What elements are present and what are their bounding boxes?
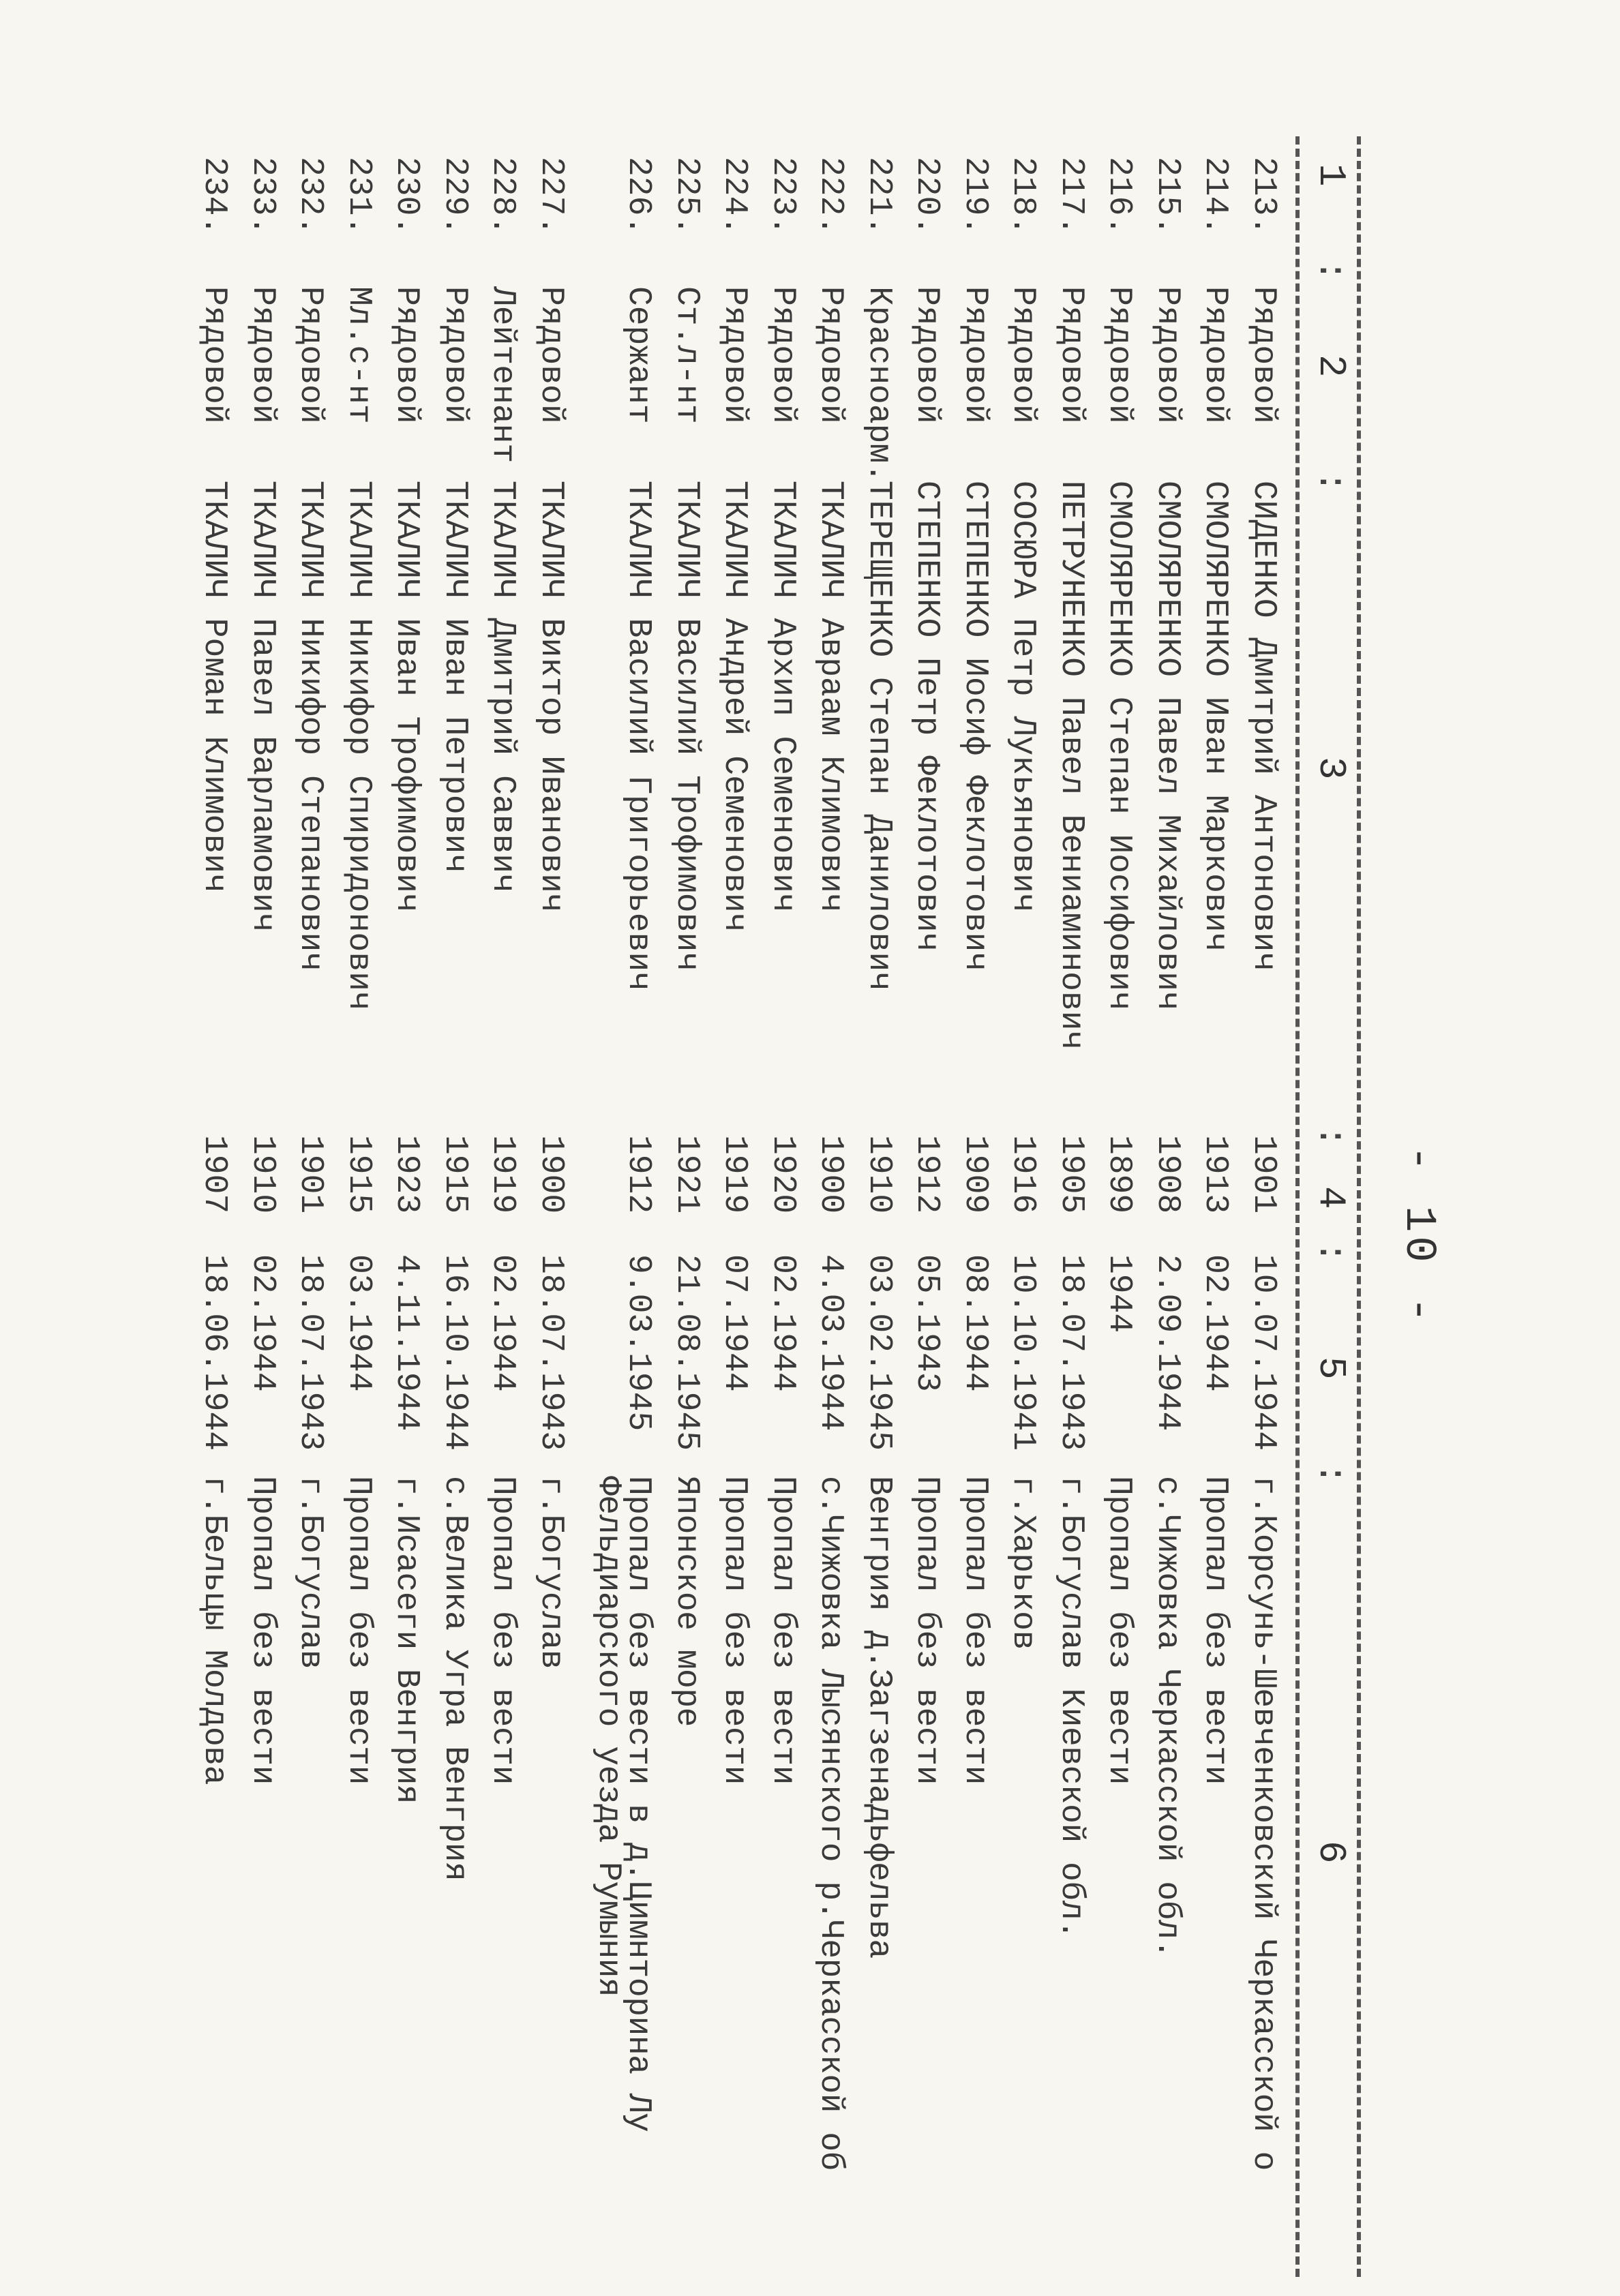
record-birth-year: 1909 bbox=[957, 1135, 993, 1214]
record-name: СТЕПЕНКО Петр Феклотович bbox=[908, 481, 946, 952]
record-birth-year: 1916 bbox=[1004, 1135, 1042, 1214]
record-number: 231. bbox=[340, 157, 377, 236]
record-number: 225. bbox=[668, 157, 705, 236]
record-death-date: 21.08.1945 bbox=[668, 1254, 705, 1451]
record-fate: с.Чижовка Черкасской обл. bbox=[1149, 1476, 1186, 1959]
record-death-date: 18.06.1944 bbox=[196, 1254, 233, 1451]
record-death-date: 18.07.1943 bbox=[1053, 1254, 1090, 1451]
column-heading-6: 6 bbox=[1309, 1841, 1353, 1864]
record-rank: Рядовой bbox=[1100, 286, 1138, 424]
record-name: ТКАЛИЧ Никифор Спиридонович bbox=[340, 481, 377, 1011]
record-name: СТЕПЕНКО Иосиф Феклотович bbox=[957, 481, 993, 972]
record-death-date: 10.07.1944 bbox=[1245, 1254, 1282, 1451]
record-birth-year: 1912 bbox=[908, 1135, 946, 1214]
record-number: 222. bbox=[812, 157, 850, 236]
list-item bbox=[665, 0, 708, 2296]
record-death-date: 18.07.1943 bbox=[292, 1254, 329, 1451]
record-fate: г.Корсунь-Шевченковский Черкасской о bbox=[1245, 1476, 1282, 2171]
record-birth-year: 1910 bbox=[860, 1135, 897, 1214]
record-number: 219. bbox=[957, 157, 993, 236]
record-number: 227. bbox=[532, 157, 569, 236]
record-number: 221. bbox=[860, 157, 897, 236]
record-fate: Пропал без вести bbox=[908, 1476, 946, 1785]
record-name: ТКАЛИЧ Роман Климович bbox=[196, 481, 233, 893]
record-number: 224. bbox=[716, 157, 753, 236]
record-birth-year: 1915 bbox=[436, 1135, 473, 1214]
record-rank: Рядовой bbox=[908, 286, 946, 424]
list-item bbox=[906, 0, 948, 2296]
record-death-date: 18.07.1943 bbox=[532, 1254, 569, 1451]
record-rank: Рядовой bbox=[436, 286, 473, 424]
column-heading-5: 5 bbox=[1309, 1357, 1353, 1380]
record-fate: г.Бельцы Молдова bbox=[196, 1476, 233, 1785]
record-death-date: 08.1944 bbox=[957, 1254, 993, 1392]
record-number: 217. bbox=[1053, 157, 1090, 236]
record-rank: Рядовой bbox=[1004, 286, 1042, 424]
record-rank: Рядовой bbox=[1149, 286, 1186, 424]
record-rank: Сержант bbox=[620, 286, 657, 424]
list-item bbox=[858, 0, 900, 2296]
record-birth-year: 1919 bbox=[716, 1135, 753, 1214]
record-fate-continuation: Фельдиарского уезда Румыния bbox=[590, 1476, 627, 1997]
record-name: СОСЮРА Петр Лукьянович bbox=[1004, 481, 1042, 913]
list-item bbox=[290, 0, 332, 2296]
record-name: СМОЛЯРЕНКО Павел Михайлович bbox=[1149, 481, 1186, 1011]
list-item bbox=[810, 0, 852, 2296]
record-name: ТКАЛИЧ Архип Семенович bbox=[764, 481, 801, 913]
record-number: 216. bbox=[1100, 157, 1138, 236]
record-death-date: 2.09.1944 bbox=[1149, 1254, 1186, 1432]
record-name: ТЕРЕЩЕНКО Степан Данилович bbox=[860, 481, 897, 991]
record-birth-year: 1907 bbox=[196, 1135, 233, 1214]
record-death-date: 4.11.1944 bbox=[388, 1254, 425, 1432]
record-fate: Пропал без вести bbox=[957, 1476, 993, 1785]
record-birth-year: 1900 bbox=[532, 1135, 569, 1214]
column-separator: : bbox=[1309, 259, 1353, 282]
list-item-continuation bbox=[588, 0, 630, 2296]
record-fate: г.Богуслав bbox=[532, 1476, 569, 1670]
record-birth-year: 1905 bbox=[1053, 1135, 1090, 1214]
record-death-date: 9.03.1945 bbox=[620, 1254, 657, 1432]
record-birth-year: 1915 bbox=[340, 1135, 377, 1214]
record-birth-year: 1920 bbox=[764, 1135, 801, 1214]
column-separator: : bbox=[1309, 1241, 1353, 1264]
record-birth-year: 1923 bbox=[388, 1135, 425, 1214]
record-fate: г.Богуслав Киевской обл. bbox=[1053, 1476, 1090, 1939]
record-rank: Рядовой bbox=[196, 286, 233, 424]
record-fate: Пропал без вести bbox=[1197, 1476, 1234, 1785]
record-death-date: 4.03.1944 bbox=[812, 1254, 850, 1432]
record-birth-year: 1901 bbox=[292, 1135, 329, 1214]
record-fate: с.Чижовка Лысянского р.Черкасской об bbox=[812, 1476, 850, 2171]
list-item bbox=[1242, 0, 1285, 2296]
record-rank: Рядовой bbox=[1245, 286, 1282, 424]
record-death-date: 10.10.1941 bbox=[1004, 1254, 1042, 1451]
record-number: 223. bbox=[764, 157, 801, 236]
list-item bbox=[1098, 0, 1141, 2296]
record-name: СМОЛЯРЕНКО Иван Маркович bbox=[1197, 481, 1234, 952]
record-number: 220. bbox=[908, 157, 946, 236]
record-death-date: 02.1944 bbox=[1197, 1254, 1234, 1392]
record-rank: Красноарм. bbox=[860, 286, 897, 483]
record-rank: Рядовой bbox=[388, 286, 425, 424]
record-name: ТКАЛИЧ Павел Варламович bbox=[244, 481, 281, 933]
list-item bbox=[1002, 0, 1045, 2296]
record-fate: Пропал без вести bbox=[244, 1476, 281, 1785]
list-item bbox=[1050, 0, 1092, 2296]
record-name: ТКАЛИЧ Никифор Степанович bbox=[292, 481, 329, 972]
record-birth-year: 1919 bbox=[484, 1135, 522, 1214]
record-number: 226. bbox=[620, 157, 657, 236]
record-fate: г.Исасеги Венгрия bbox=[388, 1476, 425, 1804]
record-name: ТКАЛИЧ Дмитрий Саввич bbox=[484, 481, 522, 893]
header-rule-bottom bbox=[1295, 136, 1300, 2277]
record-number: 230. bbox=[388, 157, 425, 236]
record-fate: Пропал без вести bbox=[1100, 1476, 1138, 1785]
page-number: - 10 - bbox=[1394, 1145, 1443, 1327]
record-birth-year: 1910 bbox=[244, 1135, 281, 1214]
record-number: 228. bbox=[484, 157, 522, 236]
record-fate: Пропал без вести в д.Цимнторина Лу bbox=[620, 1476, 657, 2132]
record-number: 214. bbox=[1197, 157, 1234, 236]
record-death-date: 03.1944 bbox=[340, 1254, 377, 1392]
record-fate: Пропал без вести bbox=[484, 1476, 522, 1785]
list-item bbox=[954, 0, 996, 2296]
record-birth-year: 1921 bbox=[668, 1135, 705, 1214]
list-item bbox=[1146, 0, 1188, 2296]
list-item bbox=[338, 0, 380, 2296]
record-rank: Рядовой bbox=[532, 286, 569, 424]
header-rule-top bbox=[1357, 136, 1361, 2277]
record-rank: Рядовой bbox=[292, 286, 329, 424]
record-death-date: 16.10.1944 bbox=[436, 1254, 473, 1451]
record-number: 213. bbox=[1245, 157, 1282, 236]
list-item bbox=[714, 0, 756, 2296]
record-death-date: 1944 bbox=[1100, 1254, 1138, 1333]
record-rank: Рядовой bbox=[244, 286, 281, 424]
list-item bbox=[194, 0, 236, 2296]
column-heading-4: 4 bbox=[1309, 1186, 1353, 1209]
record-name: ТКАЛИЧ Василий Трофимович bbox=[668, 481, 705, 972]
record-birth-year: 1908 bbox=[1149, 1135, 1186, 1214]
record-fate: Венгрия д.Загзенадьфельва bbox=[860, 1476, 897, 1959]
record-name: СМОЛЯРЕНКО Степан Иосифович bbox=[1100, 481, 1138, 1011]
column-separator: : bbox=[1309, 1125, 1353, 1148]
record-rank: Рядовой bbox=[1197, 286, 1234, 424]
record-birth-year: 1912 bbox=[620, 1135, 657, 1214]
record-number: 218. bbox=[1004, 157, 1042, 236]
column-heading-3: 3 bbox=[1309, 757, 1353, 780]
record-name: ПЕТРУНЕНКО Павел Вениаминович bbox=[1053, 481, 1090, 1051]
list-item bbox=[762, 0, 804, 2296]
record-rank: Рядовой bbox=[716, 286, 753, 424]
record-rank: Рядовой bbox=[812, 286, 850, 424]
column-separator: : bbox=[1309, 1462, 1353, 1485]
record-name: ТКАЛИЧ Иван Петрович bbox=[436, 481, 473, 874]
list-item bbox=[1195, 0, 1237, 2296]
record-fate: Пропал без вести bbox=[716, 1476, 753, 1785]
record-fate: Японское море bbox=[668, 1476, 705, 1727]
record-fate: Пропал без вести bbox=[764, 1476, 801, 1785]
list-item bbox=[241, 0, 284, 2296]
record-name: СИДЕНКО Дмитрий Антонович bbox=[1245, 481, 1282, 972]
list-item bbox=[530, 0, 572, 2296]
record-death-date: 03.02.1945 bbox=[860, 1254, 897, 1451]
record-death-date: 02.1944 bbox=[764, 1254, 801, 1392]
record-death-date: 07.1944 bbox=[716, 1254, 753, 1392]
record-name: ТКАЛИЧ Виктор Иванович bbox=[532, 481, 569, 913]
record-fate: с.Велика Угра Венгрия bbox=[436, 1476, 473, 1882]
record-birth-year: 1899 bbox=[1100, 1135, 1138, 1214]
column-separator: : bbox=[1309, 470, 1353, 494]
record-name: ТКАЛИЧ Иван Трофимович bbox=[388, 481, 425, 913]
record-fate: г.Харьков bbox=[1004, 1476, 1042, 1650]
record-fate: Пропал без вести bbox=[340, 1476, 377, 1785]
record-rank: Рядовой bbox=[957, 286, 993, 424]
column-heading-1: 1 bbox=[1309, 164, 1353, 187]
record-birth-year: 1901 bbox=[1245, 1135, 1282, 1214]
record-number: 233. bbox=[244, 157, 281, 236]
list-item bbox=[386, 0, 428, 2296]
record-name: ТКАЛИЧ Андрей Семенович bbox=[716, 481, 753, 933]
record-number: 232. bbox=[292, 157, 329, 236]
record-birth-year: 1913 bbox=[1197, 1135, 1234, 1214]
record-rank: Лейтенант bbox=[484, 286, 522, 464]
record-fate: г.Богуслав bbox=[292, 1476, 329, 1670]
record-rank: Рядовой bbox=[1053, 286, 1090, 424]
record-number: 234. bbox=[196, 157, 233, 236]
record-number: 229. bbox=[436, 157, 473, 236]
list-item bbox=[482, 0, 524, 2296]
record-name: ТКАЛИЧ Василий Григорьевич bbox=[620, 481, 657, 991]
column-heading-2: 2 bbox=[1309, 354, 1353, 378]
record-name: ТКАЛИЧ Авраам Климович bbox=[812, 481, 850, 913]
record-rank: Рядовой bbox=[764, 286, 801, 424]
record-death-date: 02.1944 bbox=[484, 1254, 522, 1392]
record-rank: Ст.л-нт bbox=[668, 286, 705, 424]
record-number: 215. bbox=[1149, 157, 1186, 236]
record-rank: Мл.с-нт bbox=[340, 286, 377, 424]
list-item bbox=[434, 0, 476, 2296]
record-death-date: 05.1943 bbox=[908, 1254, 946, 1392]
record-death-date: 02.1944 bbox=[244, 1254, 281, 1392]
record-birth-year: 1900 bbox=[812, 1135, 850, 1214]
